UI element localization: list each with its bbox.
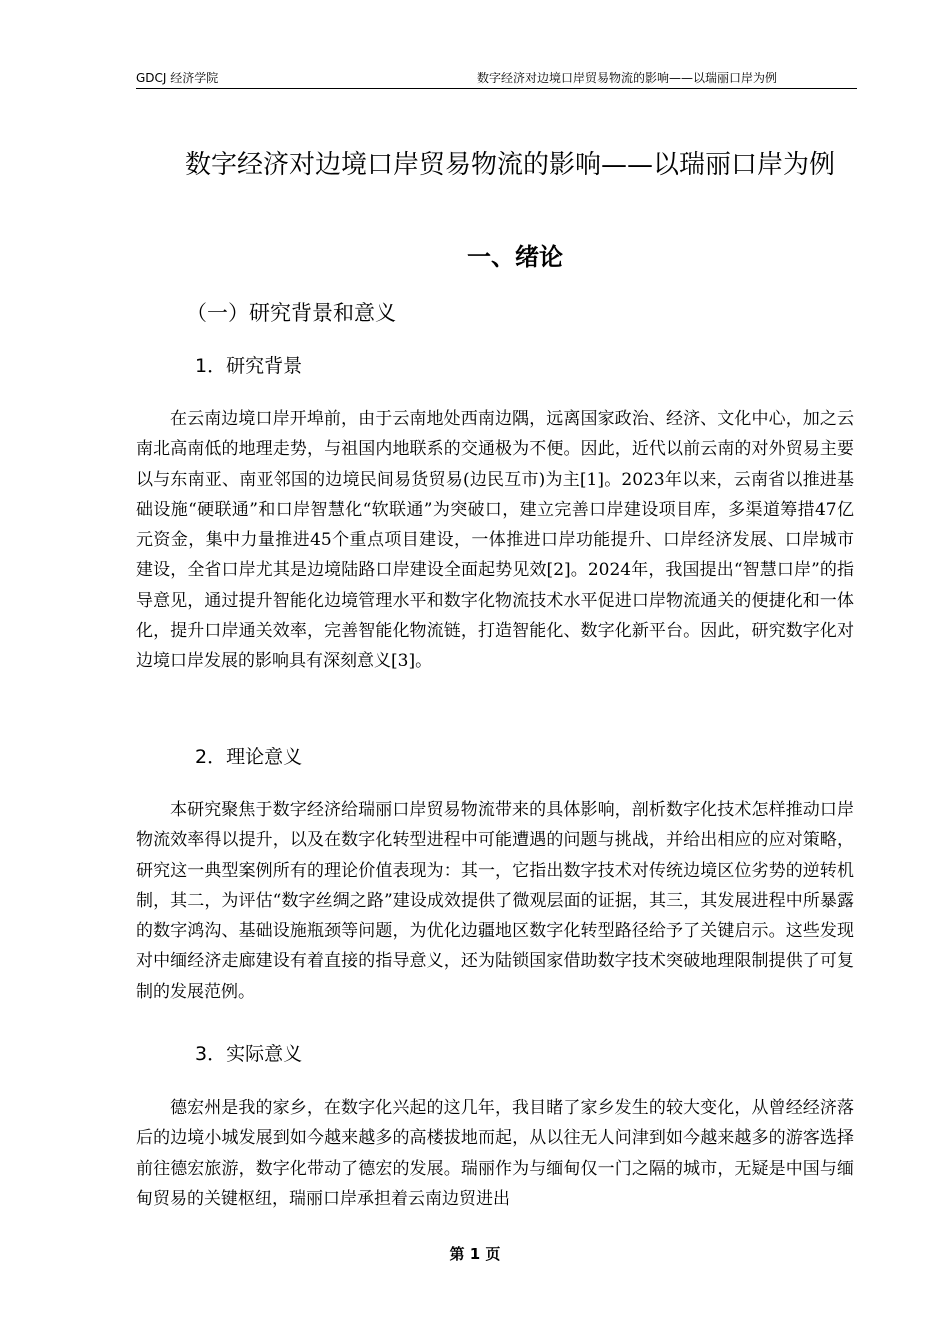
section-heading: （一）研究背景和意义 [186, 301, 396, 325]
subsection-heading-background: 1．研究背景 [195, 355, 303, 377]
subsection-heading-practical: 3．实际意义 [195, 1043, 303, 1065]
document-title: 数字经济对边境口岸贸易物流的影响——以瑞丽口岸为例 [184, 150, 835, 180]
paragraph-background: 在云南边境口岸开埠前，由于云南地处西南边隅，远离国家政治、经济、文化中心，加之云南北高南低的地理走势，与祖国内地联系的交通极为不便。因此，近代以前云南的对外贸易主要以与东南亚、南亚邻国的边境民间易货贸易(边民互市)为主[1]。2023年以来，云南省以推进基础设施“硬联通”和口岸智慧化“软联通”为突破口，建立完善口岸建设项目库，多渠道筹措47亿元资金，集中力量推进45个重点项目建设，一体推进口岸功能提升、口岸经济发展、口岸城市建设，全省口岸尤其是边境陆路口岸建设全面起势见效[2]。2024年，我国提出“智慧口岸”的指导意见，通过提升智能化边境管理水平和数字化物流技术水平促进口岸物流通关的便捷化和一体化，提升口岸通关效率，完善智能化物流链，打造智能化、数字化新平台。因此，研究数字化对边境口岸发展的影响具有深刻意义[3]。 [136, 409, 854, 672]
header-institution: GDCJ 经济学院 [136, 71, 219, 85]
chapter-heading: 一、绪论 [467, 243, 563, 271]
paragraph-practical: 德宏州是我的家乡，在数字化兴起的这几年，我目睹了家乡发生的较大变化，从曾经经济落后的边境小城发展到如今越来越多的高楼拔地而起，从以往无人问津到如今越来越多的游客选择前往德宏旅游，数字化带动了德宏的发展。瑞丽作为与缅甸仅一门之隔的城市，无疑是中国与缅甸贸易的关键枢纽，瑞丽口岸承担着云南边贸进出 [136, 1098, 854, 1209]
header-title: 数字经济对边境口岸贸易物流的影响——以瑞丽口岸为例 [476, 71, 777, 85]
page-header [136, 71, 857, 89]
subsection-heading-theoretical: 2．理论意义 [195, 746, 303, 768]
page-number: 第 1 页 [449, 1245, 501, 1263]
paragraph-theoretical: 本研究聚焦于数字经济给瑞丽口岸贸易物流带来的具体影响，剖析数字化技术怎样推动口岸物流效率得以提升，以及在数字化转型进程中可能遭遇的问题与挑战，并给出相应的应对策略，研究这一典型案例所有的理论价值表现为：其一，它指出数字技术对传统边境区位劣势的逆转机制，其二，为评估“数字丝绸之路”建设成效提供了微观层面的证据，其三，其发展进程中所暴露的数字鸿沟、基础设施瓶颈等问题，为优化边疆地区数字化转型路径给予了关键启示。这些发现对中缅经济走廊建设有着直接的指导意义，还为陆锁国家借助数字技术突破地理限制提供了可复制的发展范例。 [136, 800, 854, 1002]
